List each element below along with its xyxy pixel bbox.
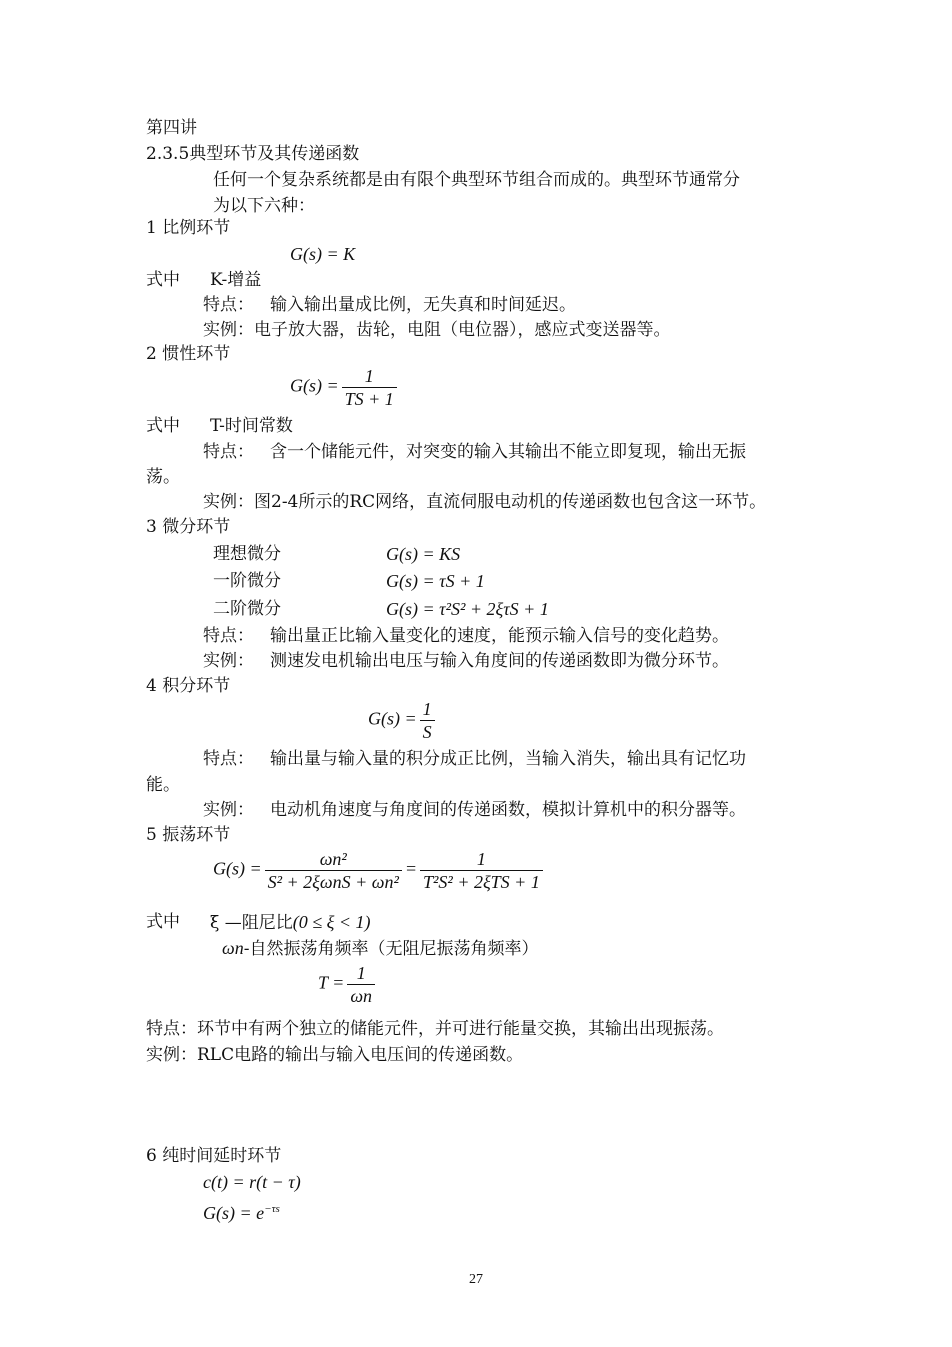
diff-formula-second: G(s) = τ²S² + 2ξτS + 1	[386, 599, 549, 619]
damping-range: (0 ≤ ξ < 1)	[292, 912, 371, 932]
param-label: 式中	[146, 416, 180, 436]
example-label: 实例：	[203, 651, 254, 671]
diff-formula-ideal: G(s) = KS	[386, 544, 461, 564]
feature-text: 输出量与输入量的积分成正比例，当输入消失，输出具有记忆功	[270, 749, 746, 769]
fraction	[265, 848, 402, 893]
section-heading: 6 纯时间延时环节	[146, 1146, 282, 1166]
numerator: 1	[342, 365, 397, 388]
feature-text: 含一个储能元件，对突变的输入其输出不能立即复现，输出无振	[270, 442, 746, 462]
denominator: TS + 1	[344, 389, 394, 409]
denominator: S	[422, 722, 432, 742]
period-formula	[318, 962, 378, 1007]
example-text: 电动机角速度与角度间的传递函数，模拟计算机中的积分器等。	[270, 800, 746, 820]
numerator: 1	[420, 698, 435, 721]
numerator-2: 1	[420, 848, 543, 871]
formula-lhs: G(s) =	[213, 858, 262, 879]
feature-text: 输入输出量成比例，无失真和时间延迟。	[270, 295, 576, 315]
section-heading: 1 比例环节	[146, 218, 231, 238]
numerator: 1	[347, 962, 375, 985]
equals-sign: =	[404, 858, 418, 879]
feature-label: 特点：	[203, 295, 254, 315]
feature-label: 特点：	[203, 749, 254, 769]
page-number: 27	[469, 1272, 483, 1287]
omega-symbol: ωn	[222, 938, 244, 958]
denominator: S² + 2ξωnS + ωn²	[267, 872, 399, 892]
damping-text: ξ —阻尼比	[210, 913, 293, 933]
formula	[290, 365, 400, 410]
feature-label: 特点：	[203, 626, 254, 646]
fraction	[342, 365, 397, 410]
param-label: 式中	[146, 270, 180, 290]
lecture-title: 第四讲	[146, 118, 197, 138]
feature-text-cont: 荡。	[146, 467, 180, 487]
formula	[213, 848, 546, 893]
example-label: 实例：	[203, 800, 254, 820]
denominator: ωn	[350, 986, 373, 1006]
feature-text: 输出量正比输入量变化的速度，能预示输入信号的变化趋势。	[270, 626, 729, 646]
feature-text-cont: 能。	[146, 775, 180, 795]
section-heading: 3 微分环节	[146, 517, 231, 537]
example-text: 实例：RLC电路的输出与输入电压间的传递函数。	[146, 1045, 524, 1065]
fraction	[347, 962, 375, 1007]
formula: G(s) = K	[290, 244, 356, 264]
diff-formula-first: G(s) = τS + 1	[386, 571, 485, 591]
formula-lhs: G(s) =	[368, 708, 417, 729]
formula-lhs: G(s) =	[290, 375, 339, 396]
param-damping	[210, 910, 371, 935]
example-text: 实例：图2-4所示的RC网络，直流伺服电动机的传递函数也包含这一环节。	[203, 492, 767, 512]
section-title: 2.3.5典型环节及其传递函数	[146, 144, 360, 164]
example-text: 实例：电子放大器，齿轮，电阻（电位器），感应式变送器等。	[203, 320, 671, 340]
param-text: K-增益	[210, 270, 262, 290]
section-heading: 5 振荡环节	[146, 825, 231, 845]
section-heading: 4 积分环节	[146, 676, 231, 696]
section-heading: 2 惯性环节	[146, 344, 231, 364]
numerator: ωn²	[265, 848, 402, 871]
formula-time-domain: c(t) = r(t − τ)	[203, 1172, 301, 1192]
feature-text: 特点：环节中有两个独立的储能元件，并可进行能量交换，其输出出现振荡。	[146, 1019, 724, 1039]
fraction	[420, 698, 435, 743]
natural-frequency-text: -自然振荡角频率（无阻尼振荡角频率）	[243, 939, 539, 959]
formula-lhs: G(s) = e	[203, 1203, 265, 1223]
exponent: −τs	[264, 1203, 280, 1215]
formula-lhs: T =	[318, 972, 345, 993]
example-text: 测速发电机输出电压与输入角度间的传递函数即为微分环节。	[270, 651, 729, 671]
param-text: T-时间常数	[210, 416, 293, 436]
feature-label: 特点：	[203, 442, 254, 462]
diff-label-first: 一阶微分	[213, 571, 281, 591]
diff-label-second: 二阶微分	[213, 599, 281, 619]
param-natural-frequency	[222, 936, 538, 961]
diff-label-ideal: 理想微分	[213, 544, 281, 564]
denominator-2: T²S² + 2ξTS + 1	[423, 872, 540, 892]
param-label: 式中	[146, 912, 180, 932]
fraction-2	[420, 848, 543, 893]
formula	[368, 698, 438, 743]
formula-transfer	[203, 1197, 280, 1225]
